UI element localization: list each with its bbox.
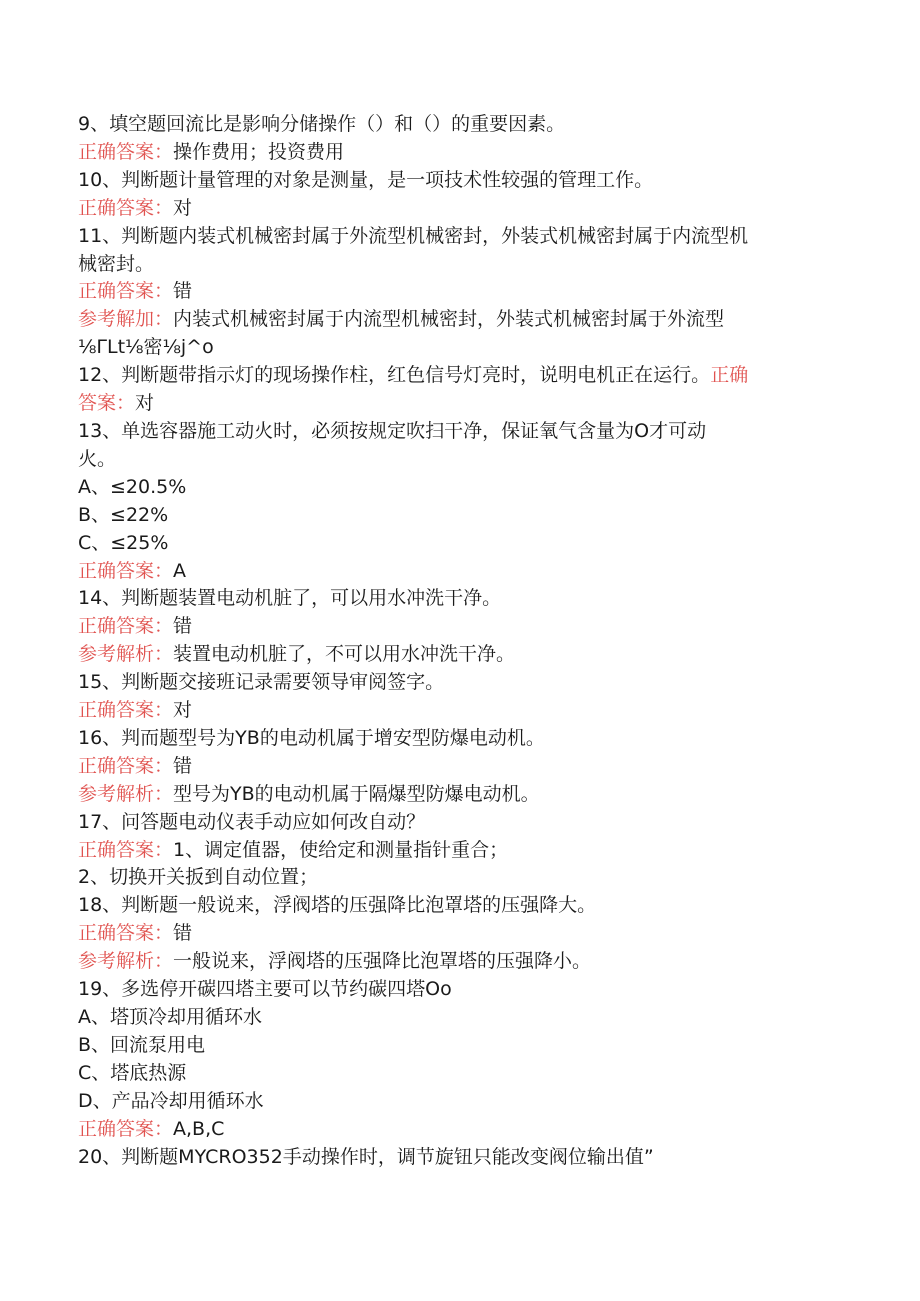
answer-12: [78, 390, 838, 418]
answer-text: 对: [135, 392, 155, 415]
question-list: [78, 111, 838, 1171]
explanation-label: 参考解析：: [78, 643, 174, 666]
explanation-label: 参考解加：: [78, 308, 174, 331]
explanation-11-cont: ⅛ΓLt⅛密⅛j^o: [78, 336, 214, 359]
option-b: B、≤22%: [78, 503, 169, 526]
answer-text: 操作费用；投资费用: [173, 140, 345, 163]
answer-13: [78, 558, 838, 586]
question-9: 9、填空题回流比是影响分储操作（）和（）的重要因素。: [78, 113, 566, 135]
answer-11: [78, 278, 838, 306]
answer-17-cont: 2、切换开关扳到自动位置；: [78, 866, 319, 889]
question-11: 11、判断题内装式机械密封属于外流型机械密封，外装式机械密封属于内流型机: [78, 224, 749, 247]
answer-label: 正确答案：: [78, 140, 174, 163]
explanation-text: 型号为YB的电动机属于隔爆型防爆电动机。: [173, 782, 540, 805]
answer-label-part: 答案：: [78, 392, 136, 415]
question-text: 12、判断题带指示灯的现场操作柱，红色信号灯亮时，说明电机正在运行。: [78, 364, 711, 387]
option-a: A、≤20.5%: [78, 475, 187, 498]
answer-label: 正确答案：: [78, 615, 174, 638]
explanation-text: 装置电动机脏了，不可以用水冲洗干净。: [173, 643, 516, 666]
answer-text: A,B,C: [173, 1117, 225, 1140]
answer-17: [78, 837, 838, 865]
answer-text: 错: [173, 615, 193, 638]
explanation-14: [78, 641, 838, 669]
explanation-label: 参考解析：: [78, 782, 174, 805]
option-b: B、回流泵用电: [78, 1033, 206, 1056]
question-16: 16、判而题型号为YB的电动机属于增安型防爆电动机。: [78, 726, 545, 749]
answer-text: 错: [173, 922, 193, 945]
option-d: D、产品冷却用循环水: [78, 1089, 264, 1112]
question-17: 17、问答题电动仪表手动应如何改自动？: [78, 810, 426, 833]
option-a: A、塔顶冷却用循环水: [78, 1006, 262, 1028]
answer-15: [78, 697, 838, 725]
answer-label: 正确答案：: [78, 922, 174, 945]
answer-text: 错: [173, 280, 193, 303]
answer-16: [78, 753, 838, 781]
question-12: [78, 362, 838, 390]
answer-label: 正确答案：: [78, 196, 174, 219]
explanation-text: 一般说来，浮阀塔的压强降比泡罩塔的压强降小。: [173, 950, 592, 973]
answer-text: 1、调定值器，使给定和测量指针重合；: [173, 838, 509, 861]
answer-9: [78, 139, 838, 167]
question-19: 19、多选停开碳四塔主要可以节约碳四塔Oo: [78, 978, 452, 1001]
question-20: 20、判断题MYCRO352手动操作时，调节旋钮只能改变阀位输出值”: [78, 1145, 654, 1168]
explanation-16: [78, 781, 838, 809]
answer-18: [78, 920, 838, 948]
answer-10: [78, 195, 838, 223]
answer-14: [78, 613, 838, 641]
answer-label-part: 正确: [710, 364, 749, 387]
question-13: 13、单选容器施工动火时，必须按规定吹扫干净，保证氧气含量为O才可动: [78, 419, 707, 442]
question-15: 15、判断题交接班记录需要领导审阅签字。: [78, 671, 445, 694]
answer-label: 正确答案：: [78, 754, 174, 777]
answer-label: 正确答案：: [78, 280, 174, 303]
question-10: 10、判断题计量管理的对象是测量，是一项技术性较强的管理工作。: [78, 168, 654, 191]
question-18: 18、判断题一般说来，浮阀塔的压强降比泡罩塔的压强降大。: [78, 894, 597, 917]
question-11-cont: 械密封。: [78, 252, 155, 275]
explanation-text: 内装式机械密封属于内流型机械密封，外装式机械密封属于外流型: [173, 308, 725, 331]
answer-label: 正确答案：: [78, 699, 174, 722]
answer-text: 对: [173, 196, 193, 219]
question-14: 14、判断题装置电动机脏了，可以用水冲洗干净。: [78, 587, 502, 610]
answer-label: 正确答案：: [78, 1117, 174, 1140]
answer-label: 正确答案：: [78, 838, 174, 861]
answer-19: [78, 1116, 838, 1144]
explanation-11: [78, 306, 838, 334]
explanation-18: [78, 948, 838, 976]
option-c: C、塔底热源: [78, 1061, 187, 1084]
answer-text: 错: [173, 754, 193, 777]
answer-text: 对: [173, 699, 193, 722]
explanation-label: 参考解析：: [78, 950, 174, 973]
answer-text: A: [173, 559, 187, 582]
answer-label: 正确答案：: [78, 559, 174, 582]
question-13-cont: 火。: [78, 447, 117, 470]
option-c: C、≤25%: [78, 531, 169, 554]
